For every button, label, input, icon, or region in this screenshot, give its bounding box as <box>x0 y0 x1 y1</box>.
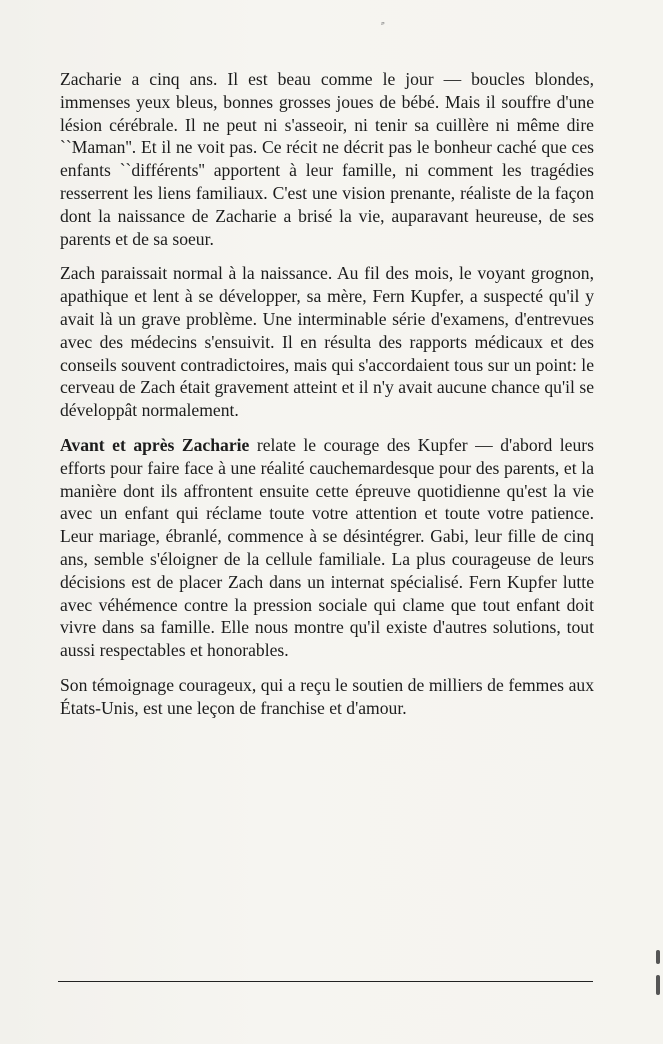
bottom-divider-line <box>58 981 593 982</box>
book-title-lead: Avant et après Zacharie <box>60 434 250 455</box>
paragraph-3-body: relate le courage des Kupfer — d'abord leurs efforts pour faire face à une réalité cauchemardesque pour des parents, et la manière dont ils affrontent ensuite cette épreuve quotidienne qu'est la vie avec un enfant qui réclame toute votre attention et toute votre patience. Leur mariage, ébranlé, commence à se désintégrer. Gabi, leur fille de cinq ans, semble s'éloigner de la cellule familiale. La plus courageuse de leurs décisions est de placer Zach dans un internat spécialisé. Fern Kupfer lutte avec véhémence contre la pression sociale qui clame que tout enfant doit vivre dans sa famille. Elle nous montre qu'il existe d'autres solutions, tout aussi respectables et honorables. <box>60 434 594 661</box>
blurb-text <box>60 68 594 732</box>
paragraph-4: Son témoignage courageux, qui a reçu le soutien de milliers de femmes aux États-Unis, est une leçon de franchise et d'amour. <box>60 674 594 718</box>
paragraph-1: Zacharie a cinq ans. Il est beau comme le jour — boucles blondes, immenses yeux bleus, bonnes grosses joues de bébé. Mais il souffre d'une lésion cérébrale. Il ne peut ni s'asseoir, ni tenir sa cuillère ni même dire ``Maman''. Et il ne voit pas. Ce récit ne décrit pas le bonheur caché que ces enfants ``différents'' apportent à leur famille, ni comment les tragédies resserrent les liens familiaux. C'est une vision prenante, réaliste de la façon dont la naissance de Zacharie a brisé la vie, auparavant heureuse, de ses parents et de sa soeur. <box>60 69 594 249</box>
edge-ink-mark <box>656 950 660 964</box>
edge-ink-mark <box>656 975 660 995</box>
paragraph-3 <box>60 434 594 662</box>
paragraph-2: Zach paraissait normal à la naissance. Au fil des mois, le voyant grognon, apathique et lent à se développer, sa mère, Fern Kupfer, a suspecté qu'il y avait là un grave problème. Une interminable série d'examens, d'entrevues avec des médecins s'ensuivit. Il en résulta des rapports médicaux et des conseils souvent contradictoires, mais qui s'accordaient tous sur un point: le cerveau de Zach était gravement atteint et il n'y avait aucune chance qu'il se développât normalement. <box>60 263 594 421</box>
